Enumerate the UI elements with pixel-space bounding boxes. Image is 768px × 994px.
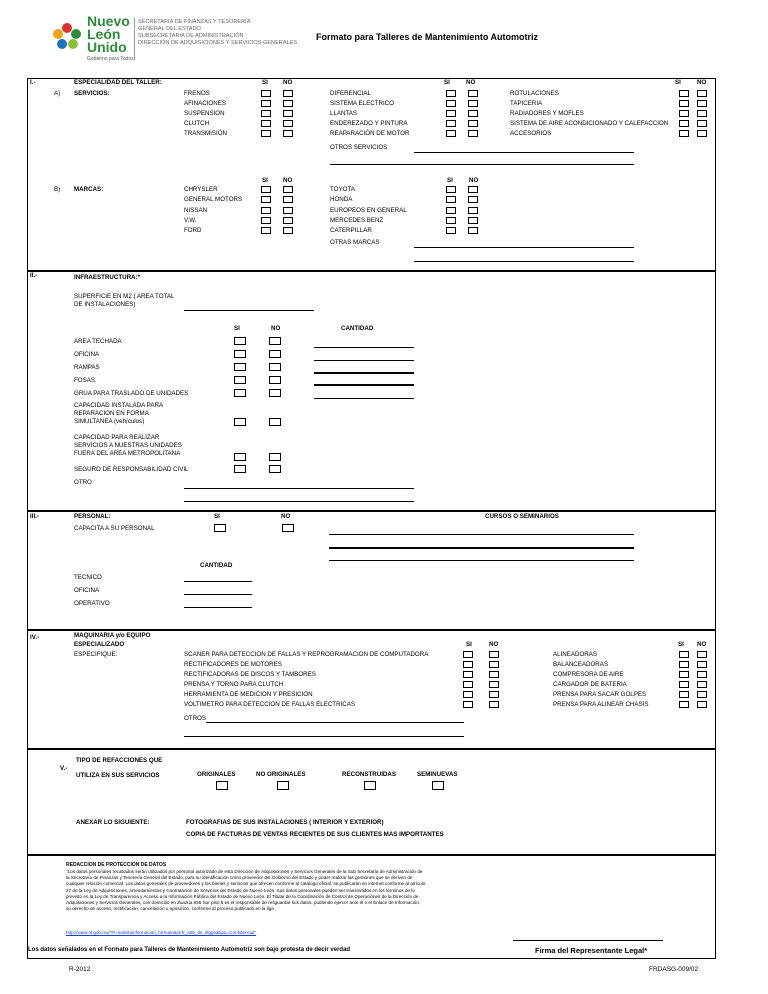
section-maquinaria — [27, 630, 716, 749]
checkbox-no[interactable] — [697, 100, 707, 107]
service-label: AFINACIONES — [184, 100, 226, 107]
checkbox-no[interactable] — [269, 337, 281, 345]
checkbox-no[interactable] — [697, 120, 707, 127]
otros-servicios-line[interactable] — [414, 152, 634, 153]
service-label: ROTULACIONES — [510, 90, 559, 97]
marca-label: EUROPEOS EN GENERAL — [330, 207, 407, 214]
otros-label: OTROS — [184, 715, 207, 722]
cantidad-header: CANTIDAD — [200, 562, 233, 569]
checkbox-si[interactable] — [234, 376, 246, 384]
checkbox-si[interactable] — [463, 701, 473, 708]
checkbox-si[interactable] — [679, 130, 689, 137]
checkbox-si[interactable] — [679, 661, 689, 668]
checkbox-no[interactable] — [697, 691, 707, 698]
otras-marcas-line[interactable] — [414, 261, 634, 262]
marca-label: NISSAN — [184, 207, 208, 214]
footer-right-code: FRDASG-009/02 — [649, 966, 699, 973]
checkbox-si[interactable] — [234, 453, 246, 461]
no-header: NO — [283, 79, 293, 86]
marca-label: HONDA — [330, 196, 353, 203]
checkbox-no[interactable] — [468, 100, 478, 107]
service-label: SISTEMA ELECTRICO — [330, 100, 394, 107]
infra-label: OFICINA — [74, 351, 100, 358]
checkbox-no[interactable] — [269, 363, 281, 371]
checkbox-no[interactable] — [697, 651, 707, 658]
equipo-label: HERRAMIENTA DE MEDICION Y PRESICION — [184, 691, 313, 698]
checkbox-si[interactable] — [446, 110, 456, 117]
otro-line[interactable] — [184, 501, 414, 502]
checkbox-no[interactable] — [282, 524, 294, 532]
no-header: NO — [697, 641, 707, 648]
service-label: RADIADORES Y MOFLES — [510, 110, 584, 117]
si-header: SI — [262, 177, 268, 184]
logo-tagline: Gobierno para Todos — [87, 56, 134, 62]
anexar-label: ANEXAR LO SIGUIENTE: — [76, 819, 150, 826]
refaccion-option: SEMINUEVAS — [417, 771, 458, 778]
equipo-label: COMPRESORA DE AIRE — [553, 671, 624, 678]
checkbox-si[interactable] — [261, 100, 271, 107]
checkbox-originales[interactable] — [216, 781, 228, 790]
infra-label: GRUA PARA TRASLADO DE UNIDADES — [74, 390, 189, 397]
refaccion-option: RECONSTRUIDAS — [342, 771, 396, 778]
checkbox-si[interactable] — [679, 691, 689, 698]
checkbox-no[interactable] — [489, 691, 499, 698]
section-title: MAQUINARIA y/o EQUIPO — [74, 632, 151, 639]
checkbox-si[interactable] — [679, 651, 689, 658]
checkbox-no[interactable] — [697, 681, 707, 688]
checkbox-no[interactable] — [269, 453, 281, 461]
logo — [50, 13, 134, 64]
otros-servicios-line[interactable] — [330, 164, 634, 165]
si-header: SI — [466, 641, 472, 648]
otras-marcas-label: OTRAS MARCAS — [330, 239, 380, 246]
service-label: ENDEREZADO Y PINTURA — [330, 120, 408, 127]
checkbox-si[interactable] — [261, 90, 271, 97]
checkbox-si[interactable] — [446, 207, 456, 214]
checkbox-no-originales[interactable] — [277, 781, 289, 790]
checkbox-no[interactable] — [468, 186, 478, 193]
checkbox-no[interactable] — [468, 196, 478, 203]
checkbox-reconstruidas[interactable] — [364, 781, 376, 790]
checkbox-no[interactable] — [697, 90, 707, 97]
cantidad-line[interactable] — [314, 398, 414, 399]
otras-marcas-line[interactable] — [414, 247, 634, 248]
checkbox-no[interactable] — [468, 120, 478, 127]
capacita-label: CAPACITA A SU PERSONAL — [74, 525, 155, 532]
equipo-label: VOLTIMETRO PARA DETECCION DE FALLAS ELECTRICAS — [184, 701, 355, 708]
refaccion-option: ORIGINALES — [197, 771, 236, 778]
checkbox-si[interactable] — [446, 186, 456, 193]
letter-a: A) — [54, 90, 61, 97]
privacy-body: "Los datos personales recabados serán utilizados por personal autorizado de esta Dirección de Adquisiciones y Servicios Generales de la Sub Secretaría de Administración de la Secretaría de Finanzas y Tesorería General del Estado, para su identificación como proveedor del Gobierno del Estado y poder realizar las gestiones que se deriven de cualquier relación comercial. Los datos generales de proveedores y los bienes y servicios que ofrecen conforme al catálogo oficial, se publicarán en internet conforme al artículo 27 de la Ley de Adquisiciones, Arrendamientos y Contratación de Servicios del Estado de Nuevo León. Sus datos personales pueden ser transmitidos en los términos de lo previsto en la Ley de Transparencia y Acceso a la Información Pública del Estado de Nuevo León. El Titular de la Coordinación de Control de Operaciones de la Dirección de Adquisiciones y Servicios Generales, con domicilio en Zuazua 655 Sur piso 5 es el responsable de resguardar sus datos, pudiendo ejercer ante él o el Enlace de Información, su derecho de acceso, rectificación, cancelación u oposición, conforme al proceso publicado en la liga — [66, 869, 426, 912]
section-number: IV.- — [30, 634, 40, 641]
signature-line[interactable] — [513, 940, 663, 941]
checkbox-no[interactable] — [489, 701, 499, 708]
checkbox-no[interactable] — [283, 90, 293, 97]
checkbox-si[interactable] — [446, 217, 456, 224]
checkbox-no[interactable] — [283, 100, 293, 107]
equipo-label: RECTIFICADORES DE MOTORES — [184, 661, 282, 668]
agency-line: DIRECCIÓN DE ADQUISICIONES Y SERVICIOS GENERALES — [138, 40, 298, 46]
section-number: I.- — [30, 79, 36, 86]
checkbox-si[interactable] — [679, 120, 689, 127]
checkbox-no[interactable] — [283, 207, 293, 214]
marca-label: CATERPILLAR — [330, 227, 372, 234]
privacy-title: REDACCION DE PROTECCION DE DATOS — [66, 862, 167, 868]
si-header: SI — [214, 513, 220, 520]
checkbox-si[interactable] — [261, 186, 271, 193]
si-header: SI — [234, 325, 240, 332]
checkbox-si[interactable] — [234, 465, 246, 473]
marca-label: FORD — [184, 227, 202, 234]
checkbox-si[interactable] — [679, 100, 689, 107]
cantidad-header: CANTIDAD — [341, 325, 374, 332]
checkbox-no[interactable] — [697, 130, 707, 137]
checkbox-si[interactable] — [679, 701, 689, 708]
agency-line: GENERAL DEL ESTADO — [138, 26, 201, 32]
si-header: SI — [447, 177, 453, 184]
agency-line: SUBSECRETARIA DE ADMINISTRACIÓN — [138, 33, 244, 39]
no-header: NO — [466, 79, 476, 86]
checkbox-no[interactable] — [468, 207, 478, 214]
checkbox-si[interactable] — [261, 110, 271, 117]
equipo-label: PRENSA Y TORNO PARA CLUTCH — [184, 681, 284, 688]
checkbox-no[interactable] — [283, 196, 293, 203]
letter-b: B) — [54, 186, 61, 193]
checkbox-no[interactable] — [468, 110, 478, 117]
agency-block — [138, 19, 297, 47]
service-label: DIFERENCIAL — [330, 90, 371, 97]
checkbox-no[interactable] — [697, 671, 707, 678]
cantidad-line[interactable] — [314, 384, 414, 386]
checkbox-no[interactable] — [269, 418, 281, 426]
no-header: NO — [281, 513, 291, 520]
service-label: SUSPENSION — [184, 110, 225, 117]
logo-line3: Unido — [87, 39, 127, 55]
cantidad-line[interactable] — [184, 581, 252, 582]
refaccion-option: NO ORIGINALES — [256, 771, 306, 778]
checkbox-no[interactable] — [283, 186, 293, 193]
checkbox-si[interactable] — [463, 671, 473, 678]
section-number: V.- — [60, 765, 68, 772]
checkbox-si[interactable] — [234, 418, 246, 426]
checkbox-si[interactable] — [234, 389, 246, 397]
checkbox-si[interactable] — [261, 130, 271, 137]
checkbox-no[interactable] — [697, 110, 707, 117]
cantidad-line[interactable] — [314, 347, 414, 348]
page-title: Formato para Talleres de Mantenimiento Automotriz — [316, 32, 539, 42]
no-header: NO — [697, 79, 707, 86]
checkbox-si[interactable] — [463, 691, 473, 698]
firma-label: Firma del Representante Legal* — [535, 946, 648, 955]
checkbox-si[interactable] — [234, 363, 246, 371]
footer-left-code: R-2012 — [69, 966, 91, 973]
checkbox-no[interactable] — [283, 217, 293, 224]
no-header: NO — [283, 177, 293, 184]
section-number: III.- — [30, 513, 39, 520]
servicios-label: SERVICIOS: — [74, 90, 110, 97]
service-label: TAPICERIA — [510, 100, 543, 107]
equipo-label: ALINEADORAS — [553, 651, 598, 658]
marca-label: MERCEDES BENZ — [330, 217, 384, 224]
section-title: UTILIZA EN SUS SERVICIOS — [76, 772, 160, 779]
checkbox-si[interactable] — [261, 217, 271, 224]
checkbox-si[interactable] — [261, 120, 271, 127]
checkbox-no[interactable] — [697, 661, 707, 668]
service-label: CLUTCH — [184, 120, 210, 127]
equipo-label: PRENSA PARA SACAR GOLPES — [553, 691, 647, 698]
marca-label: CHRYSLER — [184, 186, 218, 193]
service-label: SISTEMA DE AIRE ACONDICIONADO Y CALEFACCION — [510, 120, 669, 127]
seguro-label: SEGURO DE RESPONSABILIDAD CIVIL — [74, 466, 189, 473]
checkbox-no[interactable] — [489, 651, 499, 658]
checkbox-si[interactable] — [463, 661, 473, 668]
checkbox-si[interactable] — [446, 227, 456, 234]
personal-label: TECNICO — [74, 574, 102, 581]
no-header: NO — [271, 325, 281, 332]
checkbox-si[interactable] — [261, 196, 271, 203]
service-label: REAPARACIÓN DE MOTOR — [330, 130, 410, 137]
capacidad-label: CAPACIDAD INSTALADA PARA REPARACION EN FORMA SIMULTANEA (vehículos) — [74, 402, 163, 425]
otros-servicios-label: OTROS SERVICIOS — [330, 144, 388, 151]
section-title: INFRAESTRUCTURA:* — [74, 274, 140, 281]
otro-line[interactable] — [184, 488, 414, 489]
checkbox-si[interactable] — [463, 681, 473, 688]
especifique-label: ESPECIFIQUE: — [74, 651, 118, 658]
checkbox-si[interactable] — [446, 100, 456, 107]
equipo-label: BALANCEADORAS — [553, 661, 609, 668]
checkbox-no[interactable] — [697, 701, 707, 708]
infra-label: AREA TECHADA — [74, 338, 122, 345]
checkbox-si[interactable] — [446, 196, 456, 203]
checkbox-no[interactable] — [283, 110, 293, 117]
marca-label: TOYOTA — [330, 186, 355, 193]
cursos-header: CURSOS O SEMINARIOS — [485, 513, 559, 520]
checkbox-no[interactable] — [269, 465, 281, 473]
agency-line: SECRETARIA DE FINANZAS Y TESORERÍA — [138, 19, 251, 25]
checkbox-si[interactable] — [679, 90, 689, 97]
checkbox-no[interactable] — [468, 130, 478, 137]
checkbox-si[interactable] — [463, 651, 473, 658]
si-header: SI — [262, 79, 268, 86]
checkbox-seminuevas[interactable] — [432, 781, 444, 790]
checkbox-no[interactable] — [468, 90, 478, 97]
equipo-label: SCANER PARA DETECCION DE FALLAS Y REPROGRAMACION DE COMPUTADORA — [184, 651, 429, 658]
equipo-label: CARGADOR DE BATERIA — [553, 681, 627, 688]
marca-label: GENERAL MOTORS — [184, 196, 243, 203]
checkbox-si[interactable] — [679, 671, 689, 678]
checkbox-no[interactable] — [489, 661, 499, 668]
equipo-label: RECTIFICADORAS DE DISCOS Y TAMBORES — [184, 671, 316, 678]
logo-mark-icon — [50, 16, 84, 56]
no-header: NO — [469, 177, 479, 184]
personal-label: OFICINA — [74, 587, 100, 594]
personal-label: OPERATIVO — [74, 600, 110, 607]
checkbox-si[interactable] — [261, 207, 271, 214]
checkbox-no[interactable] — [283, 120, 293, 127]
infra-label: RAMPAS — [74, 364, 100, 371]
checkbox-no[interactable] — [489, 681, 499, 688]
si-header: SI — [678, 641, 684, 648]
checkbox-no[interactable] — [269, 376, 281, 384]
infra-label: FOSAS — [74, 377, 95, 384]
checkbox-no[interactable] — [283, 227, 293, 234]
service-label: ACCESORIOS — [510, 130, 552, 137]
checkbox-si[interactable] — [234, 350, 246, 358]
marcas-label: MARCAS: — [74, 186, 104, 193]
checkbox-no[interactable] — [468, 227, 478, 234]
otros-line[interactable] — [206, 722, 464, 723]
checkbox-si[interactable] — [679, 110, 689, 117]
checkbox-no[interactable] — [468, 217, 478, 224]
service-label: FRENOS — [184, 90, 210, 97]
superficie-label: SUPERFICIE EN M2 ( AREA TOTAL DE INSTALACIONES) — [74, 293, 175, 308]
service-label: LLANTAS — [330, 110, 358, 117]
checkbox-si[interactable] — [679, 681, 689, 688]
checkbox-si[interactable] — [234, 337, 246, 345]
section-title: TIPO DE REFACCIONES QUE — [76, 757, 163, 764]
checkbox-si[interactable] — [261, 227, 271, 234]
logo-line1: Nuevo — [87, 13, 130, 29]
cursos-line[interactable] — [329, 534, 634, 535]
section-title: ESPECIALIDAD DEL TALLER: — [74, 79, 162, 86]
checkbox-no[interactable] — [489, 671, 499, 678]
cantidad-line[interactable] — [184, 594, 252, 595]
cantidad-line[interactable] — [314, 360, 414, 361]
cursos-line[interactable] — [329, 560, 634, 561]
checkbox-no[interactable] — [283, 130, 293, 137]
cantidad-line[interactable] — [184, 607, 252, 608]
checkbox-no[interactable] — [269, 389, 281, 397]
cursos-line[interactable] — [329, 547, 634, 549]
checkbox-si[interactable] — [446, 130, 456, 137]
checkbox-no[interactable] — [269, 350, 281, 358]
equipo-label: PRENSA PARA ALINEAR CHASIS — [553, 701, 649, 708]
no-header: NO — [489, 641, 499, 648]
section-number: II.- — [30, 272, 38, 279]
capacidad-realizar-label: CAPACIDAD PARA REALIZAR SERVICIOS A NUESTRAS UNIDADES FUERA DEL AREA METROPOLITANA — [74, 434, 182, 457]
section-title: ESPECIALIZADO — [74, 641, 125, 648]
protesta-text: Los datos señalados en el Formato para Talleres de Mantenimiento Automotriz son bajo protesta de decir verdad — [28, 947, 351, 953]
si-header: SI — [675, 79, 681, 86]
cantidad-line[interactable] — [314, 372, 414, 374]
otro-label: OTRO — [74, 479, 92, 486]
privacy-link[interactable]: http://www.nl.gob.mx/?P=solicitainformacion_formato&clrtr_a09_ds_sfgge&tipo=Confidencial" — [66, 930, 257, 935]
anexar-item: FOTOGRAFIAS DE SUS INSTALACIONES ( INTERIOR Y EXTERIOR) — [186, 819, 384, 826]
superficie-line[interactable] — [184, 310, 314, 311]
service-label: TRANSMISIÓN — [184, 130, 227, 137]
checkbox-si[interactable] — [446, 90, 456, 97]
section-title: PERSONAL: — [74, 513, 111, 520]
si-header: SI — [444, 79, 450, 86]
otros-line[interactable] — [184, 736, 464, 737]
anexar-item: COPIA DE FACTURAS DE VENTAS RECIENTES DE SUS CLIENTES MAS IMPORTANTES — [186, 831, 444, 838]
logo-line2: León — [87, 26, 121, 42]
checkbox-si[interactable] — [446, 120, 456, 127]
checkbox-si[interactable] — [214, 524, 226, 532]
marca-label: V.W. — [184, 217, 197, 224]
